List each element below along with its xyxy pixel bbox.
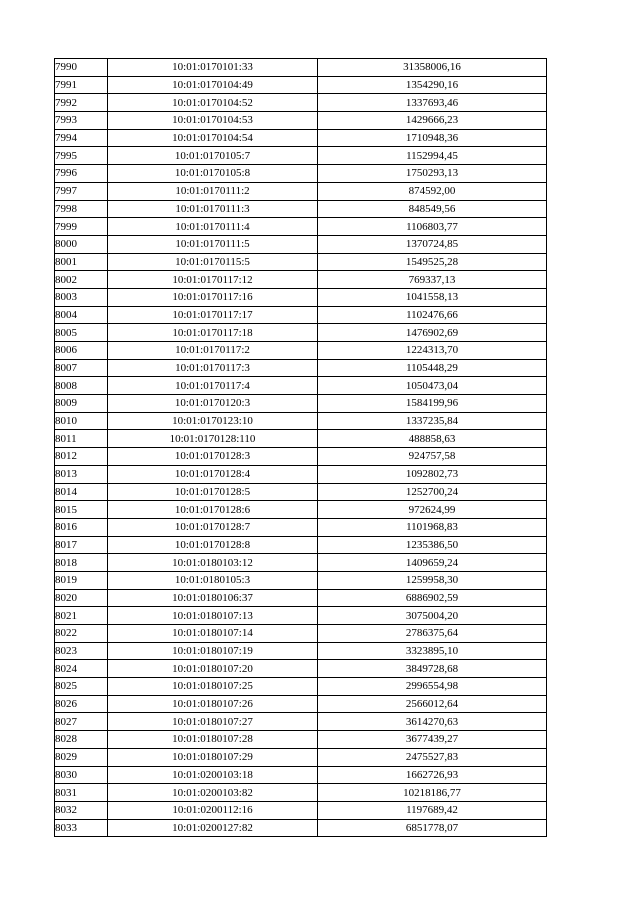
table-row — [55, 165, 547, 183]
cadastral-number-cell: 10:01:0170128:5 — [108, 483, 318, 501]
cadastral-number-cell: 10:01:0180107:26 — [108, 695, 318, 713]
table-row — [55, 713, 547, 731]
row-number-cell: 8024 — [55, 660, 108, 678]
row-number-cell: 8032 — [55, 801, 108, 819]
cadastral-number-cell: 10:01:0170101:33 — [108, 59, 318, 77]
amount-cell: 1259958,30 — [318, 571, 547, 589]
row-number-cell: 8020 — [55, 589, 108, 607]
table-row — [55, 412, 547, 430]
row-number-cell: 8019 — [55, 571, 108, 589]
row-number-cell: 8005 — [55, 324, 108, 342]
cadastral-number-cell: 10:01:0170117:16 — [108, 288, 318, 306]
row-number-cell: 7993 — [55, 112, 108, 130]
amount-cell: 1224313,70 — [318, 342, 547, 360]
table-row — [55, 395, 547, 413]
amount-cell: 769337,13 — [318, 271, 547, 289]
amount-cell: 2475527,83 — [318, 748, 547, 766]
row-number-cell: 8023 — [55, 642, 108, 660]
cadastral-number-cell: 10:01:0170128:4 — [108, 465, 318, 483]
cadastral-number-cell: 10:01:0180107:19 — [108, 642, 318, 660]
cadastral-number-cell: 10:01:0170105:7 — [108, 147, 318, 165]
table-row — [55, 748, 547, 766]
amount-cell: 1337235,84 — [318, 412, 547, 430]
row-number-cell: 8031 — [55, 784, 108, 802]
amount-cell: 2566012,64 — [318, 695, 547, 713]
table-row — [55, 59, 547, 77]
cadastral-number-cell: 10:01:0170128:110 — [108, 430, 318, 448]
cadastral-number-cell: 10:01:0170104:49 — [108, 76, 318, 94]
table-row — [55, 784, 547, 802]
table-row — [55, 536, 547, 554]
amount-cell: 1092802,73 — [318, 465, 547, 483]
table-row — [55, 766, 547, 784]
cadastral-number-cell: 10:01:0170111:5 — [108, 235, 318, 253]
table-row — [55, 642, 547, 660]
table-row — [55, 731, 547, 749]
row-number-cell: 8012 — [55, 448, 108, 466]
table-row — [55, 465, 547, 483]
amount-cell: 848549,56 — [318, 200, 547, 218]
cadastral-number-cell: 10:01:0180107:29 — [108, 748, 318, 766]
cadastral-number-cell: 10:01:0170104:54 — [108, 129, 318, 147]
amount-cell: 1549525,28 — [318, 253, 547, 271]
row-number-cell: 8003 — [55, 288, 108, 306]
amount-cell: 31358006,16 — [318, 59, 547, 77]
amount-cell: 1235386,50 — [318, 536, 547, 554]
row-number-cell: 8017 — [55, 536, 108, 554]
table-row — [55, 607, 547, 625]
table-row — [55, 288, 547, 306]
row-number-cell: 7995 — [55, 147, 108, 165]
amount-cell: 3849728,68 — [318, 660, 547, 678]
row-number-cell: 7998 — [55, 200, 108, 218]
table-row — [55, 182, 547, 200]
amount-cell: 10218186,77 — [318, 784, 547, 802]
row-number-cell: 7991 — [55, 76, 108, 94]
amount-cell: 3677439,27 — [318, 731, 547, 749]
cadastral-number-cell: 10:01:0170111:2 — [108, 182, 318, 200]
amount-cell: 3323895,10 — [318, 642, 547, 660]
amount-cell: 1105448,29 — [318, 359, 547, 377]
table-row — [55, 306, 547, 324]
amount-cell: 6886902,59 — [318, 589, 547, 607]
amount-cell: 6851778,07 — [318, 819, 547, 837]
cadastral-number-cell: 10:01:0180103:12 — [108, 554, 318, 572]
amount-cell: 488858,63 — [318, 430, 547, 448]
table-row — [55, 342, 547, 360]
row-number-cell: 8009 — [55, 395, 108, 413]
amount-cell: 1662726,93 — [318, 766, 547, 784]
row-number-cell: 8021 — [55, 607, 108, 625]
row-number-cell: 7992 — [55, 94, 108, 112]
cadastral-number-cell: 10:01:0170117:2 — [108, 342, 318, 360]
amount-cell: 1710948,36 — [318, 129, 547, 147]
data-table — [54, 58, 547, 837]
amount-cell: 1152994,45 — [318, 147, 547, 165]
row-number-cell: 7996 — [55, 165, 108, 183]
cadastral-number-cell: 10:01:0180107:13 — [108, 607, 318, 625]
table-row — [55, 678, 547, 696]
cadastral-number-cell: 10:01:0170111:3 — [108, 200, 318, 218]
cadastral-number-cell: 10:01:0170128:7 — [108, 518, 318, 536]
table-row — [55, 589, 547, 607]
amount-cell: 1252700,24 — [318, 483, 547, 501]
cadastral-number-cell: 10:01:0170105:8 — [108, 165, 318, 183]
cadastral-number-cell: 10:01:0200112:16 — [108, 801, 318, 819]
amount-cell: 1750293,13 — [318, 165, 547, 183]
table-row — [55, 112, 547, 130]
row-number-cell: 8010 — [55, 412, 108, 430]
row-number-cell: 8028 — [55, 731, 108, 749]
amount-cell: 1102476,66 — [318, 306, 547, 324]
row-number-cell: 7999 — [55, 218, 108, 236]
table-row — [55, 448, 547, 466]
cadastral-number-cell: 10:01:0170117:4 — [108, 377, 318, 395]
cadastral-number-cell: 10:01:0200103:18 — [108, 766, 318, 784]
row-number-cell: 8018 — [55, 554, 108, 572]
amount-cell: 1041558,13 — [318, 288, 547, 306]
row-number-cell: 8011 — [55, 430, 108, 448]
amount-cell: 1337693,46 — [318, 94, 547, 112]
cadastral-number-cell: 10:01:0170117:12 — [108, 271, 318, 289]
row-number-cell: 8006 — [55, 342, 108, 360]
cadastral-number-cell: 10:01:0170117:17 — [108, 306, 318, 324]
cadastral-number-cell: 10:01:0170104:52 — [108, 94, 318, 112]
table-row — [55, 801, 547, 819]
cadastral-number-cell: 10:01:0180106:37 — [108, 589, 318, 607]
row-number-cell: 8026 — [55, 695, 108, 713]
row-number-cell: 8033 — [55, 819, 108, 837]
row-number-cell: 8030 — [55, 766, 108, 784]
amount-cell: 1370724,85 — [318, 235, 547, 253]
table-row — [55, 253, 547, 271]
cadastral-number-cell: 10:01:0170117:18 — [108, 324, 318, 342]
cadastral-number-cell: 10:01:0170123:10 — [108, 412, 318, 430]
table-row — [55, 518, 547, 536]
row-number-cell: 7990 — [55, 59, 108, 77]
amount-cell: 1354290,16 — [318, 76, 547, 94]
row-number-cell: 8029 — [55, 748, 108, 766]
cadastral-number-cell: 10:01:0180105:3 — [108, 571, 318, 589]
cadastral-number-cell: 10:01:0170115:5 — [108, 253, 318, 271]
table-row — [55, 660, 547, 678]
cadastral-number-cell: 10:01:0200103:82 — [108, 784, 318, 802]
cadastral-number-cell: 10:01:0180107:14 — [108, 625, 318, 643]
amount-cell: 1409659,24 — [318, 554, 547, 572]
table-row — [55, 76, 547, 94]
table-row — [55, 324, 547, 342]
row-number-cell: 8016 — [55, 518, 108, 536]
table-row — [55, 94, 547, 112]
table-row — [55, 554, 547, 572]
row-number-cell: 8027 — [55, 713, 108, 731]
row-number-cell: 8000 — [55, 235, 108, 253]
table-row — [55, 819, 547, 837]
cadastral-number-cell: 10:01:0180107:25 — [108, 678, 318, 696]
table-row — [55, 377, 547, 395]
cadastral-number-cell: 10:01:0170111:4 — [108, 218, 318, 236]
row-number-cell: 7997 — [55, 182, 108, 200]
cadastral-number-cell: 10:01:0170128:3 — [108, 448, 318, 466]
row-number-cell: 7994 — [55, 129, 108, 147]
row-number-cell: 8002 — [55, 271, 108, 289]
table-body — [55, 59, 547, 837]
amount-cell: 1429666,23 — [318, 112, 547, 130]
cadastral-number-cell: 10:01:0180107:28 — [108, 731, 318, 749]
amount-cell: 2786375,64 — [318, 625, 547, 643]
table-row — [55, 430, 547, 448]
amount-cell: 3614270,63 — [318, 713, 547, 731]
table-row — [55, 147, 547, 165]
amount-cell: 1197689,42 — [318, 801, 547, 819]
amount-cell: 1050473,04 — [318, 377, 547, 395]
amount-cell: 1584199,96 — [318, 395, 547, 413]
row-number-cell: 8015 — [55, 501, 108, 519]
table-row — [55, 200, 547, 218]
row-number-cell: 8004 — [55, 306, 108, 324]
amount-cell: 874592,00 — [318, 182, 547, 200]
amount-cell: 1106803,77 — [318, 218, 547, 236]
amount-cell: 1101968,83 — [318, 518, 547, 536]
cadastral-number-cell: 10:01:0170128:6 — [108, 501, 318, 519]
table-row — [55, 235, 547, 253]
row-number-cell: 8008 — [55, 377, 108, 395]
cadastral-number-cell: 10:01:0170117:3 — [108, 359, 318, 377]
row-number-cell: 8007 — [55, 359, 108, 377]
table-row — [55, 501, 547, 519]
table-row — [55, 271, 547, 289]
amount-cell: 3075004,20 — [318, 607, 547, 625]
table-row — [55, 695, 547, 713]
amount-cell: 2996554,98 — [318, 678, 547, 696]
table-row — [55, 218, 547, 236]
cadastral-number-cell: 10:01:0170120:3 — [108, 395, 318, 413]
row-number-cell: 8022 — [55, 625, 108, 643]
amount-cell: 972624,99 — [318, 501, 547, 519]
cadastral-number-cell: 10:01:0180107:27 — [108, 713, 318, 731]
table-row — [55, 625, 547, 643]
row-number-cell: 8001 — [55, 253, 108, 271]
row-number-cell: 8013 — [55, 465, 108, 483]
amount-cell: 924757,58 — [318, 448, 547, 466]
table-row — [55, 129, 547, 147]
row-number-cell: 8014 — [55, 483, 108, 501]
table-row — [55, 359, 547, 377]
cadastral-number-cell: 10:01:0170104:53 — [108, 112, 318, 130]
cadastral-number-cell: 10:01:0170128:8 — [108, 536, 318, 554]
table-row — [55, 483, 547, 501]
table-row — [55, 571, 547, 589]
row-number-cell: 8025 — [55, 678, 108, 696]
cadastral-number-cell: 10:01:0200127:82 — [108, 819, 318, 837]
cadastral-number-cell: 10:01:0180107:20 — [108, 660, 318, 678]
amount-cell: 1476902,69 — [318, 324, 547, 342]
